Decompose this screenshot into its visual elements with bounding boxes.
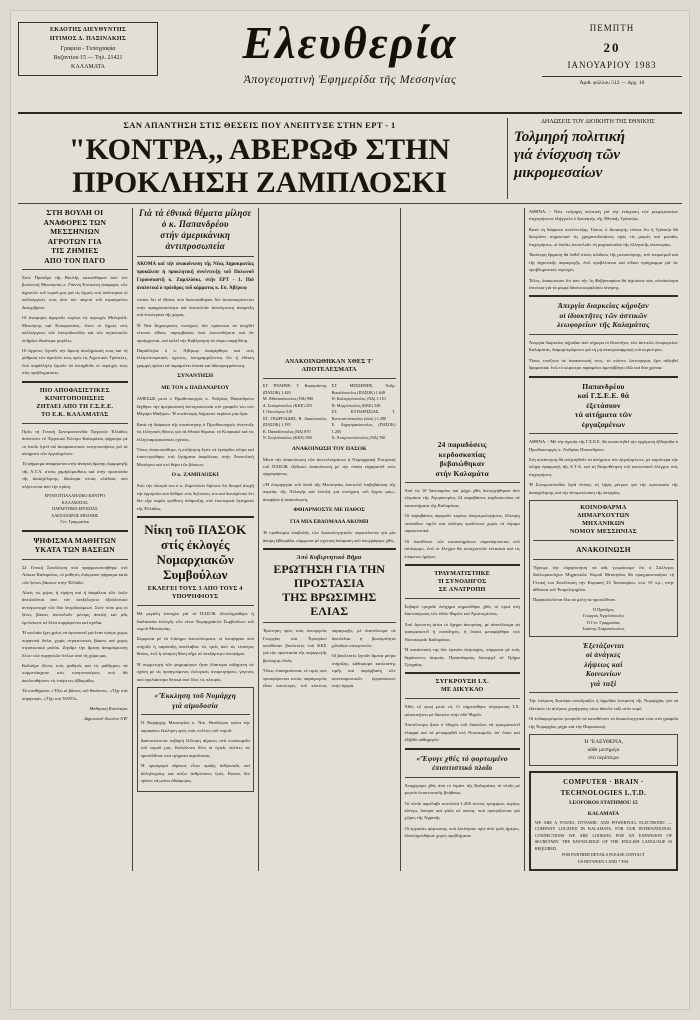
ad-city: KALAMATA: [587, 810, 620, 817]
col5-head2-5: ἐργαζομένων: [581, 419, 626, 429]
col4-divider-4: [405, 672, 520, 674]
col5-head3-3: λήψεως καί: [584, 659, 623, 669]
col3-mid-body: [263, 627, 396, 691]
col3-divider-3: [263, 622, 396, 623]
col1-paragraph-7: Αὐτές τίς μέρες ἡ εἰρήνη καί ἡ ἀσφάλεια τῶν λαῶν ἀπειλοῦνται ἀπό τόν ἀνεξέλεγκτο ἐξοπλιστικό ἀνταγωνισμό τῶν δύο ὑπερδυνάμεων. Στόν τόπο μας οἱ ξένες βάσεις ἀποτελοῦν μόνιμη ἀπειλή καί μᾶς ἐμπλέκουν σέ ξένα συμφέροντα καί σχέδια.: [22, 590, 128, 625]
col5-head3-4: Κοινωνίων: [585, 669, 622, 679]
col5-head1-2: οἱ ἰδιοκτῆτες τῶν ἀστικῶν: [559, 310, 648, 320]
col5-head2-2: καί Γ.Σ.Ε.Ε. θά: [577, 391, 630, 401]
col1-paragraph-1: Στόν Πρόεδρο τῆς Βουλῆς κατατέθηκαν ἀπό τόν βουλευτή Μεσσηνίας κ. Γιάννη Κοτσώνη ἀναφορές τῶν ἀγροτῶν τοῦ νομοῦ μας γιά τίς ζημιές πού ὑπέστησαν οἱ καλλιέργειές τους ἀπό τόν παγετό τοῦ περασμένου Δεκεμβρίου.: [22, 275, 128, 310]
ad-body: WE ARE A YOUNG, DYNAMIC AND POWERFULL ELECTRONIC — COMPANY LOCATED IN KALAMATA. FOR OUR INTERNATIONAL CONNECTIONS WE ARE LOOKING FOR AN EXPANSION OF SECRETARY. THE KNOWLEDGE OF THE ENGLISH LANGUAGE IS REQUIRED.: [534, 819, 672, 851]
col5-lead-3: Ἰδιαίτερη ἔμφαση θά δοθεῖ στούς κλάδους τῆς μεταποίησης, τοῦ τουρισμοῦ καί τῆς ἀγροτικῆς παραγωγῆς, ἐνῶ προβλέπεται καί εἰδικό πρόγραμμα γιά τίς προβληματικές περιοχές.: [528, 252, 678, 273]
col4-divider-7: [405, 777, 520, 778]
col2-box-paragraph-1: Ὁ Νομάρχης Μεσσηνίας κ. Νικ. Θεοδώρου κάνει τήν παρακάτω ἔκκληση πρός τούς πολίτες τοῦ νομοῦ:: [140, 720, 250, 733]
ad-address: LEOFOROS STATHMOU 15: [569, 800, 638, 807]
col1-paragraph-10: Τά συνθήματα: «Ἔξω οἱ βάσεις τοῦ θανάτου», «Ὄχι στά πυρηνικά», «Ὄχι στό ΝΑΤΟ».: [22, 688, 128, 701]
col3-mid-paragraph-3: Οἱ βουλευτές ζητοῦν ἄμεσα μέτρα στήριξης, καθορισμό κατώτατης τιμῆς καί παρέμβαση τῶν συνεταιριστικῶν ὀργανώσεων στήν ἀγορά.: [331, 653, 396, 689]
col3-divider-1: [263, 378, 396, 379]
ad-company-name: COMPUTER · BRAIN · TECHNOLOGIES L.T.D.: [560, 778, 647, 797]
ad-contact-line-1: FOR FURTHER DETAILS PLEASE CONTACT: [561, 852, 645, 858]
publisher-name: ΗΤΙΜΟΣ Δ. ΠΑΞΙΝΑΚΗΣ: [49, 36, 127, 43]
col3-paragraph-3: Ἡ προθεσμία ὑποβολῆς τῶν δικαιολογητικῶν παρατείνεται γιά μία ἀκόμη ἑβδομάδα, σύμφωνα μέ σχετική ἀπόφαση πού ὑπογράφηκε χθές.: [262, 530, 396, 543]
col1-signature-5: Γεν. Γραμματέας: [60, 519, 90, 525]
col4-head3-2: ΜΕ ΔΙΚΥΚΛΟ: [440, 686, 484, 694]
offices-label: Γραφεία - Τυπογραφία: [60, 45, 116, 52]
col5-paragraph-4: Στή συνάντηση θά συζητηθοῦν τά αἰτήματα τῶν ἐργαζομένων, μέ κυριότερα τήν πλήρη ἐφαρμογή τῆς Α.Τ.Α. καί τή θεσμοθέτηση τοῦ κοινωνικοῦ ἐλέγχου στίς ἐπιχειρήσεις.: [528, 457, 678, 477]
result-line: ΣΤ. ΚΥΠΑΡΙΣΣΙΑΣ, Ἰ. Κωνσταντόπουλος (ἀνεξ.) 1.290: [331, 409, 396, 421]
col1-divider-1: [22, 269, 128, 270]
col1-signature-1: ΕΡΓΑΤΟΫΠΑΛΛΗΛΙΚΟ ΚΕΝΤΡΟ: [44, 493, 106, 499]
column-5: [525, 208, 682, 871]
col4-head1-4: στήν Καλαμάτα: [435, 468, 489, 478]
col1-paragraph-3: Οἱ ἀγρότες ζητοῦν τήν ἄμεση ἀποζημίωσή τους καί τή ρύθμιση τῶν ὀφειλῶν τους πρός τίς Ἀγροτικές Τράπεζες, ἐνῶ παράλληλα ζητοῦν νά ἐνταχθοῦν οἱ περιοχές τους στίς προβληματικές.: [22, 347, 128, 376]
col3-divider-2: [263, 548, 396, 550]
result-line: ΣΤ. ΓΕΩΡΓΙΑΔΗΣ, Β. Λιακόπουλος (ΠΑΣΟΚ) 1.185: [262, 415, 327, 427]
col1-head3-1: ΨΗΦΙΣΜΑ ΜΑΘΗΤΩΝ: [33, 535, 117, 545]
col3-mid-headline-1: ΕΡΩΤΗΣΗ ΓΙΑ ΤΗΝ ΠΡΟΣΤΑΣΙΑ: [273, 562, 385, 591]
newspaper-subtitle: Ἀπογευματινὴ Ἐφημερίδα τῆς Μεσσηνίας: [243, 72, 457, 86]
announcement-title: ΑΝΑΚΟΙΝΩΣΗ: [576, 545, 631, 555]
col4-head2-2: Ή ΣΥΝΟΔΗΓΟΣ: [437, 577, 487, 585]
col1-head2-2: ΚΙΝΗΤΟΠΟΙΗΣΕΙΣ: [44, 394, 105, 402]
announcement-org-2: ΔΗΜΑΡΧΟΥΤΩΝ: [577, 512, 630, 520]
col5-divider-7: [529, 692, 678, 693]
issue-weekday: ΠΕΜΠΤΗ: [589, 23, 635, 33]
col5-lead-2: Κατά τή διάρκεια συνέντευξης Τύπου, ὁ Διοικητής τόνισε ὅτι ἡ Τράπεζα θά διευρύνει σημαντικά τίς χρηματοδοτήσεις πρός τίς μικρές καί μεσαῖες ἐπιχειρήσεις, οἱ ὁποῖες ἀποτελοῦν τή ραχοκοκαλιά τῆς ἑλληνικῆς οἰκονομίας.: [528, 226, 678, 247]
col5-paragraph-2: Ὅπως τονίζουν σέ ἀνακοίνωσή τους, τό κόστος λειτουργίας ἔχει αὐξηθεῖ δραματικά, ἐνῶ τό κόμιστρο παραμένει ἀμετάβλητο ἐδῶ καί δύο χρόνια.: [528, 357, 678, 371]
col1-head2-3: ΖΗΤΑΕΙ ΑΠΟ ΤΗ Γ.Σ.Ε.Ε.: [36, 402, 114, 410]
self-promo-line-3: στό περίπτερο: [588, 755, 619, 762]
col4-paragraph-11: Οἱ ἐργασίες φόρτωσης, πού ξεκίνησαν πρίν ἀπό τρεῖς ἡμέρες, ὁλοκληρώθηκαν χωρίς προβλήματα.: [404, 825, 520, 839]
lead-headline-line1: "ΚΟΝΤΡΑ,, ΑΒΕΡΩΦ ΣΤΗΝ: [68, 133, 451, 166]
col1-signature-7: Δημοτικοῦ Λυκείου Α'Β': [84, 715, 128, 721]
result-line: Ι. Οἰκονόμου 310: [262, 409, 293, 414]
issue-day: 20: [603, 39, 621, 55]
col1-paragraph-2: Οἱ ἀναφορές ἀφοροῦν κυρίως τίς περιοχές Μελιγαλᾶ, Μεσσήνης καί Κυπαρισσίας, ὅπου οἱ ζημιές στίς καλλιέργειες τῶν ἐσπεριδοειδῶν καί τῶν κηπευτικῶν ὑπῆρξαν ἰδιαίτερα μεγάλες.: [22, 315, 128, 343]
lead-headline-side: [508, 118, 682, 199]
col2-paragraph-7: Ἀπό τήν πλευρά του ὁ κ. Ζαμπλόσκι δήλωσε ὅτι θεωρεῖ ἀτυχῆ τήν ἑρμηνεία πού δόθηκε στίς δηλώσεις του καί διευκρίνισε ὅτι δέν εἶχε καμία πρόθεση ἀνάμειξης στά ἐσωτερικά ζητήματα τῆς Ἑλλάδας.: [136, 483, 254, 511]
col1-paragraph-5: Τό ψήφισμα ἀναφέρεται στήν ἀνάγκη ἄμεσης ἐφαρμογῆς τῆς Α.Τ.Α. στούς χαμηλόμισθους καί στήν προστασία τῆς ἀπασχόλησης, ἰδιαίτερα στούς κλάδους πού πλήττονται ἀπό τήν κρίση.: [22, 461, 128, 489]
col2-lead: ΑΚΟΜΑ καί τήν ἀνακοίνωση τῆς Νέας Δημοκρατίας προκάλεσε ἡ προκλητική συνέντευξη τοῦ Πολωνοῦ Γερουσιαστῆ κ. Ζαμπλόσκι, στήν ΕΡΤ - 1. Πιό ἀναλυτικά ὁ πρόεδρος τοῦ κόμματος κ. Εὐ. Ἀβέρωφ: [136, 262, 254, 292]
col5-head2-3: ἐξετάσουν: [586, 400, 621, 410]
col1-paragraph-9: Καλοῦμε ὅλους τούς μαθητές καί τίς μαθήτριες νά συμμετάσχουν στίς κινητοποιήσεις πού θά ἀκολουθήσουν τίς ἑπόμενες ἑβδομάδες.: [22, 662, 128, 683]
col5-lead-1: ΑΘΗΝΑ. - Νέα, τολμηρή πολιτική γιά τήν ἐνίσχυση τῶν μικρομεσαίων ἐπιχειρήσεων ἐξήγγειλε ὁ Διοικητής τῆς Ἐθνικῆς Τράπεζας.: [528, 209, 678, 222]
offices-city: ΚΑΛΑΜΑΤΑ: [71, 64, 105, 71]
col2-paragraph-4: ΑΜΕΣΩΣ μετά ὁ Πρωθυπουργός κ. Ἀνδρέας Παπανδρέου δέχθηκε τήν ἀμερικανική ἀντιπροσωπεία στό γραφεῖο του στό Μέγαρο Μαξίμου. Ἡ συνάντηση διήρκεσε περίπου μία ὥρα.: [136, 396, 254, 417]
col2-box-paragraph-3: Ἡ προσφορά αἵματος εἶναι πράξη ἀνθρωπιᾶς καί ἀλληλεγγύης καί σώζει ἀνθρώπινες ζωές. Κανείς δέν πρέπει νά μείνει ἀδιάφορος.: [140, 763, 250, 784]
result-line: Θ. Καλογερόπουλος (ΝΔ) 1.110: [331, 396, 386, 401]
side-headline-line2: γιά ἐνίσχυση τῶν: [514, 147, 621, 164]
col4-paragraph-2: Οἱ παραβάσεις ἀφοροῦν κυρίως ὑπερτιμολογήσεις, ἔλλειψη πινακίδων τιμῶν καί πώληση προϊόντων χωρίς τά νόμιμα παραστατικά.: [404, 513, 520, 534]
col1-divider-2: [22, 381, 128, 383]
col5-paragraph-3: ΑΘΗΝΑ. - Μέ τήν ἡγεσία τῆς Γ.Σ.Ε.Ε. θά συναντηθεῖ τήν ἐρχόμενη ἑβδομάδα ὁ Πρωθυπουργός κ. Ἀνδρέας Παπανδρέου.: [528, 439, 678, 452]
col1-head-4: ΑΓΡΟΤΩΝ ΓΙΑ: [47, 236, 102, 246]
self-promo-line-2: κάθε μεσημέρι: [587, 747, 620, 754]
col5-head1-1: Ἀπεργία διαρκείας κήρυξαν: [557, 301, 649, 311]
col2-boxed-article: [137, 687, 254, 792]
self-promo-line-1: Ἡ "ΕΛΕΥΘΕΡΙΑ,: [583, 739, 624, 746]
announcement-org-1: ΚΟΙΝΟΦΑΡΜΑ: [580, 504, 627, 512]
col3-results-list: [263, 383, 396, 442]
col3-mid-paragraph-2: Ὅπως ἐπισημαίνεται, οἱ τιμές πού προσφέρονται στούς παραγωγούς εἶναι κατώτερες τοῦ κόστους παραγωγῆς, μέ ἀποτέλεσμα νά ἀπειλεῖται ἡ βιωσιμότητα χιλιάδων οἰκογενειῶν.: [262, 628, 396, 689]
publisher-role: ΕΚΔΟΤΗΣ ΔΙΕΥΘΥΝΤΗΣ: [49, 27, 127, 33]
masthead: [18, 16, 682, 114]
col4-paragraph-9: Ἀναχώρησε χθές ἀπό τό λιμάνι τῆς Καλαμάτας τό πλοῖο μέ φορτίο ἐπισιτιστικῆς βοήθειας.: [404, 782, 520, 796]
col2-paragraph-3: Παράλληλα ὁ κ. Ἀβέρωφ ἀναφέρθηκε καί στίς ἑλληνοτουρκικές σχέσεις, ὑπογραμμίζοντας ὅτι ἡ ἐθνική γραμμή πρέπει νά παραμείνει ἑνιαία καί ἀδιαπραγμάτευτη.: [136, 348, 254, 368]
result-line: Π. Μητρόπουλος (ΚΚΕ) 520: [331, 402, 381, 408]
col1-divider-4: [22, 530, 128, 532]
classified-ad[interactable]: [529, 771, 678, 871]
col2-paragraph-6: Ὅπως ἀνακοινώθηκε, ἡ συζήτηση ἔγινε σέ ἐγκάρδιο κλίμα καί ἐπικεντρώθηκε στά ζητήματα ἀσφάλειας στήν Ἀνατολική Μεσόγειο καί στό θέμα τῶν βάσεων.: [136, 447, 254, 467]
col3-mid-kicker: Ἀπό Κυβερνητικό Βῆμα: [296, 554, 362, 562]
col3-subhead-2b: ΓΙΑ ΜΙΑ ΕΒΔΟΜΑΔΑ ΑΚΟΜΗ: [289, 519, 369, 526]
col2-feature-paragraph-3: Ἡ συμμετοχή τῶν ψηφοφόρων ἦταν ἰδιαίτερα αὐξημένη σέ σχέση μέ τίς προηγούμενες ἐκλογικές ἀναμετρήσεις, γεγονός πού σχολιάστηκε θετικά ἀπό ὅλες τίς πλευρές.: [136, 661, 254, 682]
col4-head2-1: ΤΡΑΥΜΑΤΙΣΤΗΚΕ: [434, 569, 491, 577]
col2-box-headline-2: γιά αἱμοδοσία: [172, 700, 219, 710]
col3-mid-headline-2: ΤΗΣ ΒΡΩΣΙΜΗΣ ΕΛΙΑΣ: [282, 590, 377, 619]
newspaper-sheet: [10, 10, 690, 1010]
col4-paragraph-4: Σοβαρό τροχαῖο ἀτύχημα σημειώθηκε χθές τό πρωί στή διασταύρωση τῶν ὁδῶν Φαρῶν καί Ἀριστομένους.: [404, 603, 520, 617]
masthead-publisher-info: [18, 22, 158, 76]
col2-box-headline-1: «Ἔκκληση τοῦ Νομάρχη: [154, 691, 237, 701]
col5-divider-6: [533, 559, 674, 560]
col5-divider-1: [529, 295, 678, 297]
announcement-sign-name-1: Γεώργιος Ἀγγελόπουλος: [582, 613, 625, 619]
col5-paragraph-6: Τήν ἑπόμενη Δευτέρα συνεδριάζει ἡ ἁρμόδια ἐπιτροπή τῆς Νομαρχίας γιά νά ἐξετάσει τίς αἰτήσεις χορήγησης νέων ἀδειῶν ταξί στόν νομό.: [528, 698, 678, 711]
col1-head3-2: ΥΚΑΤΑ ΤΩΝ ΒΑΣΕΩΝ: [34, 545, 115, 555]
col2-divider-3: [137, 605, 254, 606]
col1-paragraph-8: Ἡ νεολαία ἔχει χρέος νά ἀγωνιστεῖ γιά ἕναν κόσμο χωρίς πυρηνικά ὅπλα, χωρίς στρατιωτικές βάσεις καί χωρίς στρατιωτικά μπλόκ. Ζητᾶμε τήν ἄμεση ἀπομάκρυνση ὅλων τῶν πυρηνικῶν ὅπλων ἀπό τή χώρα μας.: [22, 630, 128, 658]
col2-paragraph-2: Ἡ Νέα Δημοκρατία, συνέχισε, δέν πρόκειται νά ἀνεχθεῖ τέτοιου εἴδους παρεμβάσεις ἀπό ὁποιονδήποτε καί ἄν προέρχονται, καί καλεῖ τήν Κυβέρνηση νά πάρει σαφή θέση.: [136, 322, 254, 343]
band-divider: [18, 203, 682, 204]
column-1: [18, 208, 133, 871]
col4-head3-1: ΣΥΓΚΡΟΥΣΗ Ι.Χ.: [435, 678, 489, 686]
col4-paragraph-8: Ἀποτέλεσμα ἦταν ὁ ὁδηγός τοῦ δικύκλου νά τραυματιστεῖ ἐλαφρά καί νά μεταφερθεῖ στό Νοσοκομεῖο, ἀπ' ὅπου καί ἐξῆλθε αὐθημερόν.: [404, 722, 520, 743]
col2-kicker-1: Γιά τά ἐθνικά θέματα μίλησε ὁ κ. Παπανδρέου: [138, 208, 252, 229]
col2-box-paragraph-2: Διαπιστώνεται σοβαρή ἔλλειψη αἵματος στά νοσοκομεῖα τοῦ νομοῦ μας. Καλοῦνται ὅλοι οἱ ὑγιεῖς πολίτες νά προσέλθουν στά τμήματα αἱμοδοσίας.: [140, 737, 250, 758]
col2-subhead-1a: ΣΥΝΑΝΤΗΣΗ: [177, 373, 214, 380]
side-headline-line3: μικρομεσαίων: [514, 165, 603, 182]
col5-head3-1: Ἐξετάζονται: [582, 640, 625, 650]
col5-divider-5: [533, 540, 674, 541]
col5-head1-3: λεωφορείων τῆς Καλαμάτας: [557, 320, 650, 330]
col1-head2-4: ΤΟ Ε.Κ. ΚΑΛΑΜΑΤΑΣ: [41, 410, 109, 418]
self-promo-box[interactable]: [529, 734, 678, 766]
col1-signature-3: ΠΑΡΑΡΤΗΜΑ ΕΡΓΑΣΙΑΣ: [52, 506, 98, 512]
col2-divider-2: [137, 516, 254, 518]
col5-paragraph-5: Ἡ Συνομοσπονδία ζητᾶ ἐπίσης τή λήψη μέτρων γιά τήν προστασία τῆς ἀπασχόλησης καί τήν ἀντιμετώπιση τῆς ἀνεργίας.: [528, 482, 678, 495]
col4-divider-1: [405, 482, 520, 483]
lead-headline-line2: ΠΡΟΚΛΗΣΗ ΖΑΜΠΛΟΣΚΙ: [72, 166, 447, 199]
announcement-paragraph-1: Ἔχουμε τήν εὐχαρίστηση νά σᾶς γνωρίσουμε ὅτι ὁ Σύλλογος Διπλωματούχων Μηχανικῶν Νομοῦ Μεσσηνίας θά πραγματοποιήσει τή Γενική του Συνέλευση τήν Κυριακή 23 Ἰανουαρίου, στίς 10 π.μ., στήν αἴθουσα τοῦ Ἐπιμελητηρίου.: [532, 564, 674, 592]
newspaper-title: Ελευθερία: [242, 17, 458, 68]
col1-head-6: ΑΠΟ ΤΟΝ ΠΑΓΟ: [44, 255, 106, 265]
col2-kicker-2: στήν ἀμερικάνικη ἀντιπροσωπεία: [160, 230, 231, 251]
col4-paragraph-6: Ἡ κατάστασή της δέν ἐμπνέει ἀνησυχίες, σύμφωνα μέ τούς θεράποντες ἰατρούς. Προανάκριση διενεργεῖ τό Τμῆμα Τροχαίας.: [404, 647, 520, 667]
col4-paragraph-1: Ἀπό τίς 10 Ἰανουαρίου καί μέχρι χθές διενεργήθηκαν ἀπό κλιμάκιο τῆς Ἀγορανομίας 24 παραβάσεις κερδοσκοπίας σέ καταστήματα τῆς Καλαμάτας.: [404, 488, 520, 508]
col1-head-2: ΑΝΑΦΟΡΕΣ ΤΩΝ: [43, 217, 107, 227]
col5-head2-1: Παπανδρέου: [582, 381, 625, 391]
masthead-title-block: [168, 16, 532, 87]
col5-divider-3: [529, 376, 678, 378]
issue-number-price: Ἀριθ. φύλλου 512 — Δρχ. 10: [542, 76, 682, 87]
col2-divider-4: [141, 714, 250, 715]
col3-subhead-1: ΑΝΑΚΟΙΝΩΣΗ ΤΟΥ ΠΑΣΟΚ: [291, 445, 367, 452]
col4-paragraph-3: Οἱ ὑπεύθυνοι τῶν καταστημάτων παραπέμπονται στό αὐτόφωρο, ἐνῶ οἱ ἔλεγχοι θά συνεχιστοῦν ἐντατικά καί τίς ἑπόμενες ἡμέρες.: [404, 538, 520, 559]
col1-divider-5: [22, 559, 128, 560]
col5-paragraph-1: Ἀπεργία διαρκείας κήρυξαν ἀπό σήμερα οἱ ἰδιοκτῆτες τῶν ἀστικῶν λεωφορείων Καλαμάτας, διαμαρτυρόμενοι γιά τή μή ἀναπροσαρμογή τοῦ κομίστρου.: [528, 339, 678, 353]
col4-divider-3: [405, 598, 520, 599]
col2-subhead-1b: ΜΕ ΤΟΝ κ ΠΑΠΑΝΔΡΕΟΥ: [161, 385, 230, 392]
col3-mid-paragraph-1: Ἐρώτηση πρός τούς ὑπουργούς Γεωργίας καί Ἐμπορίου κατέθεσαν βουλευτές τοῦ ΚΚΕ γιά τήν προστασία τῆς παραγωγῆς βρώσιμης ἐλιᾶς.: [262, 628, 327, 663]
announcement-org-4: ΝΟΜΟΥ ΜΕΣΣΗΝΙΑΣ: [569, 528, 637, 536]
col4-head1-1: 24 παραδόσεις: [437, 440, 487, 449]
result-line: Χ. Ἀναγνωστόπουλος (ΝΔ) 760: [331, 435, 386, 440]
col5-divider-2: [529, 334, 678, 335]
col1-head-3: ΜΕΣΣΗΝΙΩΝ: [50, 227, 100, 236]
col5-divider-4: [529, 433, 678, 434]
col1-paragraph-4: Πρός τή Γενική Συνομοσπονδία Ἐργατῶν Ἑλλάδος ἀπέστειλε τό Ἐργατικό Κέντρο Καλαμάτας ψήφισμα μέ τό ὁποῖο ζητεῖ πιό ἀποφασιστικές κινητοποιήσεις γιά τά αἰτήματα τῶν ἐργαζομένων.: [22, 428, 128, 456]
col1-signature-2: ΚΑΛΑΜΑΤΑΣ: [61, 499, 88, 505]
ad-contact-line-2: US BETWEEN 3 AND 7 P.M.: [577, 858, 630, 864]
col4-divider-2: [405, 564, 520, 566]
col4-paragraph-7: Χθές τό πρωί μετά τίς 11 σημειώθηκε σύγκρουση Ι.Χ. αὐτοκινήτου μέ δίκυκλο στήν ὁδό Ψαρῶν.: [404, 704, 520, 717]
result-line: Ν. Σπηλιόπουλος (ΚΚΕ) 390: [262, 435, 312, 440]
col4-paragraph-10: Τό πλοῖο παρέλαβε συνολικά 1.200 τόνους τροφίμων, κυρίως ἀλεύρι, ὄσπρια καί γάλα σέ σκόνη, πού προορίζονται γιά χῶρες τῆς Ἀφρικῆς.: [404, 800, 520, 821]
result-line: ΣΤ. ΜΕΣΣΗΝΗΣ, Ἀνδρ. Βασιλόπουλος (ΠΑΣΟΚ) 1.640: [331, 383, 396, 395]
result-line: Ε. Δημητρακόπουλος (ΠΑΣΟΚ) 1.205: [331, 422, 396, 434]
side-kicker: ΔΗΛΩΣΕΙΣ ΤΟΥ ΔΙΟΙΚΗΤΗ ΤΗΣ ΕΘΝΙΚΗΣ: [541, 119, 655, 125]
col2-paragraph-5: Κατά τή διάρκεια τῆς συνάντησης ὁ Πρωθυπουργός ἀνέπτυξε τίς ἑλληνικές θέσεις γιά τά ἐθνικά θέματα, τό Κυπριακό καί τίς ἑλληνοαμερικανικές σχέσεις.: [136, 421, 254, 442]
col1-head-5: ΤΙΣ ΖΗΜΙΕΣ: [51, 246, 99, 255]
col2-feature-paragraph-2: Σύμφωνα μέ τά ἐπίσημα ἀποτελέσματα, οἱ ὑποψήφιοι πού στήριξε ἡ παράταξη κατέλαβαν τίς τρεῖς ἀπό τίς τέσσερις θέσεις, ἐνῶ ἡ τέταρτη θέση πῆγε σέ ἀνεξάρτητο ὑποψήφιο.: [136, 636, 254, 657]
col3-results-kicker: ΑΝΑΚΟΙΝΩΘΗΚΑΝ ΧΘΕΣ Τ' ΑΠΟΤΕΛΕΣΜΑΤΑ: [284, 358, 374, 373]
announcement-org-3: ΜΗΧΑΝΙΚΩΝ: [582, 520, 625, 528]
col4-head4-2: ἐπισιτιστικό πλοῖο: [432, 763, 493, 773]
col5-announcement-box: [529, 500, 678, 637]
col1-signature-4: ΑΛΕΞΑΝΔΡΟΣ ΜΠΑΝΗΣ: [51, 512, 99, 518]
col2-subhead-2: Ο κ. ΖΑΜΠΛΟΣΚΙ: [171, 472, 219, 479]
masthead-date-block: [542, 22, 682, 87]
col4-head1-3: βεβαιώθηκαν: [439, 459, 485, 468]
col2-feature-paragraph-1: Μέ μεγάλη ἐπιτυχία γιά τό ΠΑΣΟΚ ὁλοκληρώθηκε ἡ διαδικασία ἐκλογῆς τῶν νέων Νομαρχιακῶν Συμβούλων τοῦ νομοῦ Μεσσηνίας.: [136, 611, 254, 632]
column-3: [259, 208, 401, 871]
col4-head2-3: ΣΕ ΑΝΑΤΡΟΠΗ: [438, 585, 486, 593]
lead-headline-main: [18, 118, 508, 199]
col4-divider-6: [405, 748, 520, 750]
col4-spacer: [405, 208, 520, 440]
result-line: Δ. Σταυρόπουλος (ΚΚΕ) 455: [262, 402, 312, 408]
col5-paragraph-7: Οἱ ἐνδιαφερόμενοι μποροῦν νά καταθέτουν τά δικαιολογητικά τους στά γραφεῖα τῆς Νομαρχίας μέχρι καί τήν Παρασκευή.: [528, 716, 678, 729]
announcement-sign-name-2: Ἰωάννης Σταματόπουλος: [582, 626, 625, 632]
col1-paragraph-6: Σέ Γενική Συνέλευση πού πραγματοποιήθηκε στό Λύκειο Καλαμάτας, οἱ μαθητές ἐνέκριναν ψήφισμα κατά τῶν ξένων βάσεων στήν Ἑλλάδα.: [22, 564, 128, 585]
col2-feature-headline-2: Νομαρχιακῶν Συμβούλων: [156, 552, 234, 583]
result-line: Μ. Ἀθανασόπουλος (ΝΔ) 980: [262, 396, 314, 401]
announcement-sign-role-1: Ὁ Πρόεδρος: [592, 606, 614, 612]
col5-lead-4: Τέλος, ἀνακοίνωσε ὅτι ἀπό τήν 1η Φεβρουαρίου θά ἰσχύσουν νέα, εὐνοϊκότερα ἐπιτόκια γιά τά μικρά δάνεια κεφαλαίου κίνησης.: [528, 277, 678, 290]
offices-address: Βυζαντίου 15 — Τηλ. 21421: [53, 54, 123, 61]
col4-divider-5: [405, 698, 520, 699]
article-grid: [18, 208, 682, 871]
col5-head2-4: τά αἰτήματα τῶν: [574, 410, 632, 420]
col2-divider-1: [137, 256, 254, 257]
col4-head4-1: «Ἔφυγε χθές τό φορτωμένο: [416, 753, 508, 763]
lead-headline-band: [18, 118, 682, 199]
column-2: [133, 208, 259, 871]
side-headline-line1: Τολμηρή πολιτική: [514, 129, 626, 146]
result-line: ΣΤ. ΠΥΛΗΝΕ, Γ. Καραγιάννης (ΠΑΣΟΚ) 1.420: [262, 383, 327, 395]
announcement-sign-role-2: Ὁ Γεν. Γραμματέας: [586, 619, 621, 625]
col1-head-1: ΣΤΗ ΒΟΥΛΗ ΟΙ: [46, 208, 104, 217]
col2-feature-subhead: ΕΚΛΕΓΕΙ ΤΟΥΣ 3 ΑΠΟ ΤΟΥΣ 4 ΥΠΟΨΗΦΙΟΥΣ: [147, 585, 243, 601]
announcement-paragraph-2: Παρακαλοῦνται ὅλα τά μέλη νά προσέλθουν.: [532, 597, 617, 603]
col5-head3-5: γιά ταξί: [590, 678, 617, 688]
col2-paragraph-1: τόνισε ὅτι οἱ θέσεις πού διατυπώθηκαν δέν ἀνταποκρίνονται στήν πραγματικότητα καί ἀποτελοῦν ἀνεπίτρεπτη ἀνάμειξη στά ἐσωτερικά τῆς χώρας.: [136, 297, 254, 318]
col1-divider-3: [22, 423, 128, 424]
col1-head2-1: ΠΙΟ ΑΠΟΦΑΣΙΣΤΙΚΕΣ: [39, 386, 110, 394]
col3-spacer: [263, 208, 396, 358]
issue-month-year: ΙΑΝΟΥΑΡΙΟΥ 1983: [567, 60, 657, 70]
col5-head3-2: οἱ ἀνάγκες: [585, 650, 621, 660]
col3-paragraph-1: Μετά τήν ἀνακοίνωση τῶν ἀποτελεσμάτων ἡ Νομαρχιακή Ἐπιτροπή τοῦ ΠΑΣΟΚ ἐξέδωσε ἀνακοίνωση μέ τήν ὁποία εὐχαριστεῖ τούς ψηφοφόρους.: [262, 456, 396, 477]
col4-head1-2: κερδοσκοπίας: [438, 449, 486, 459]
col1-signature-6: Μαθητική Κοινότητα: [89, 706, 128, 712]
lead-kicker: ΣΑΝ ΑΠΑΝΤΗΣΗ ΣΤΙΣ ΘΕΣΕΙΣ ΠΟΥ ΑΝΕΠΤΥΞΕ ΣΤΗΝ ΕΡΤ - 1: [123, 120, 396, 130]
col3-subhead-2a: ΦΘΙΑΡΜΟΣΤΕ ΜΕ ΠΑΘΟΣ: [293, 507, 365, 514]
col4-paragraph-5: Ἀπό ἄγνωστη αἰτία τό ὄχημα ἀνετράπη, μέ ἀποτέλεσμα νά τραυματιστεῖ ἡ συνοδηγός, ἡ ὁποία μεταφέρθηκε στό Νοσοκομεῖο Καλαμάτας.: [404, 621, 520, 642]
col3-paragraph-2: «Ἡ ἐτυμηγορία τοῦ λαοῦ τῆς Μεσσηνίας ἀποτελεῖ ἐπιβεβαίωση τῆς πορείας τῆς Ἀλλαγῆς καί ἐντολή γιά συνέχιση τοῦ ἔργου μας», ἀναφέρει ἡ ἀνακοίνωση.: [262, 481, 396, 502]
result-line: Κ. Παπαδόπουλος (ΝΔ) 870: [262, 428, 311, 434]
col2-feature-headline-1: Νίκη τοῦ ΠΑΣΟΚ στίς ἐκλογές: [144, 522, 247, 553]
column-4: [401, 208, 525, 871]
